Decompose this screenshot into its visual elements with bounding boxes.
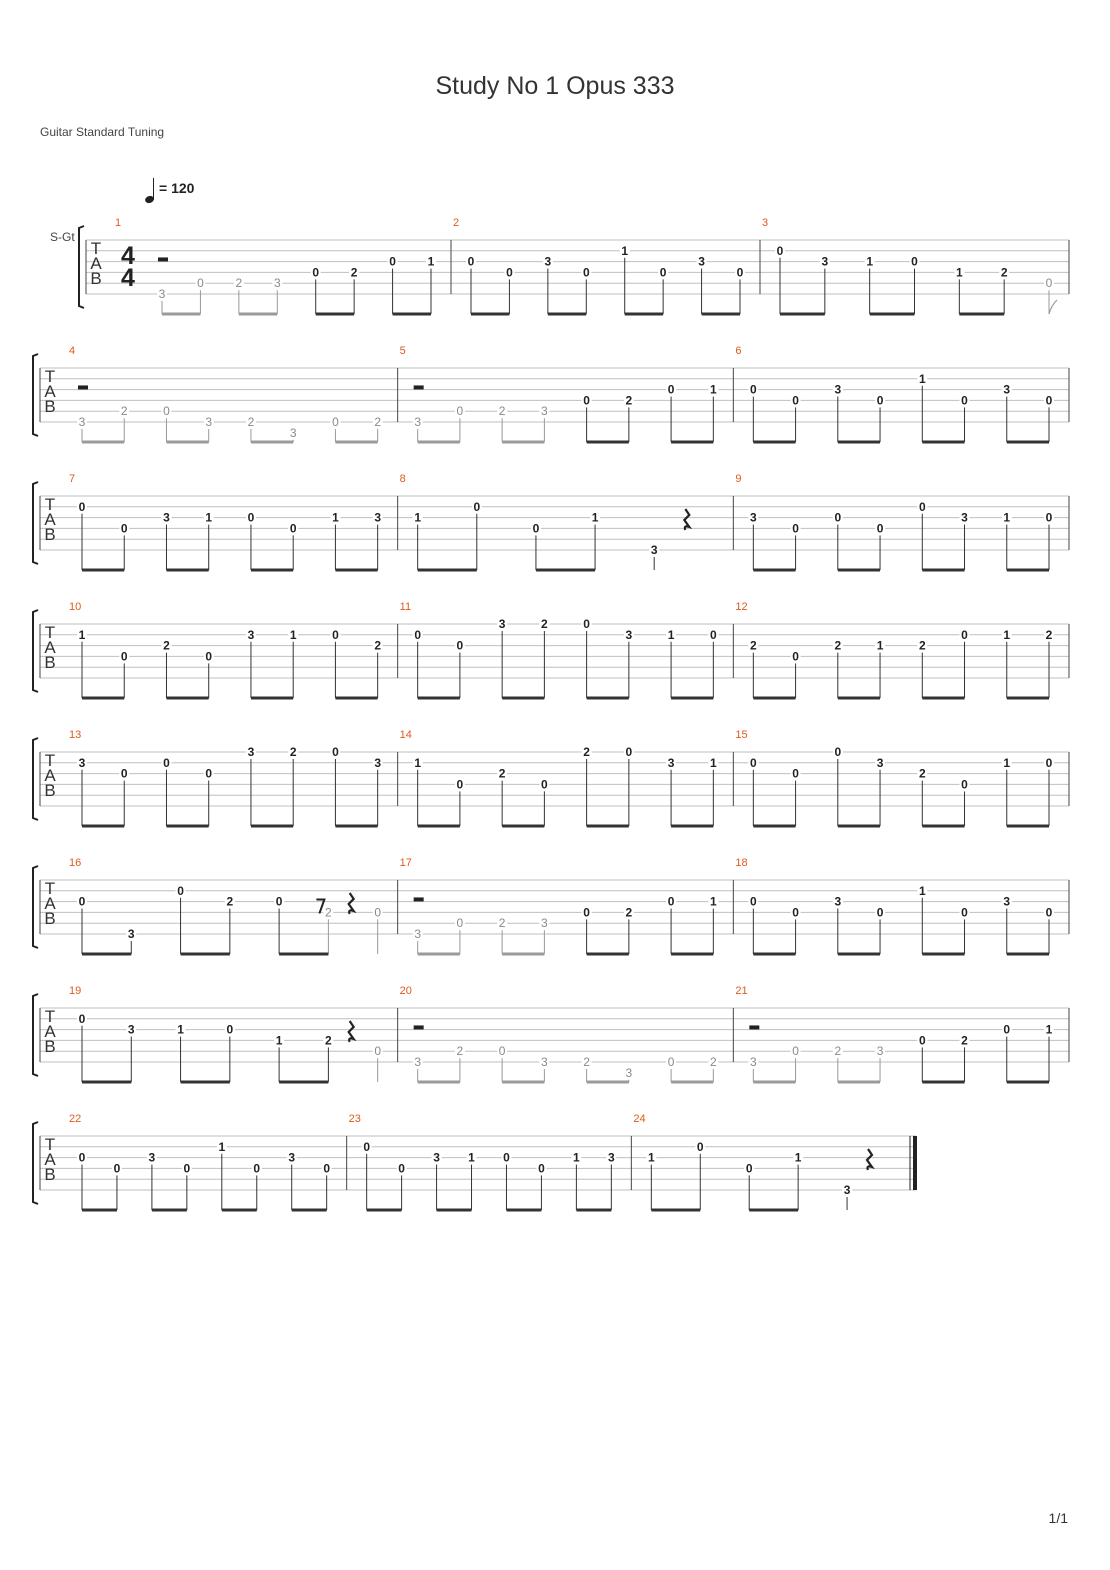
fret-number: 0	[1045, 276, 1053, 291]
fret-number: 0	[745, 1161, 753, 1176]
fret-number: 2	[498, 766, 506, 781]
quarter-rest-icon	[349, 1021, 354, 1042]
fret-number: 1	[468, 1150, 475, 1165]
fret-number: 0	[332, 627, 339, 642]
measure-number: 21	[735, 985, 748, 997]
fret-number: 0	[289, 521, 297, 536]
fret-number: 0	[473, 499, 481, 514]
fret-number: 0	[961, 627, 968, 642]
fret-number: 0	[876, 521, 884, 536]
tab-clef-letter: T	[90, 239, 102, 258]
measure-number: 7	[69, 473, 76, 485]
fret-number: 1	[414, 755, 422, 770]
fret-number: 0	[736, 265, 744, 280]
tab-clef-letter: B	[44, 909, 56, 928]
fret-number: 3	[607, 1150, 615, 1165]
measure-number: 10	[69, 601, 82, 613]
fret-number: 0	[456, 404, 464, 419]
fret-number: 3	[843, 1183, 851, 1197]
fret-number: 3	[127, 1022, 135, 1037]
measure-number: 15	[735, 729, 748, 741]
measure-number: 6	[735, 345, 742, 357]
fret-number: 0	[78, 1011, 86, 1026]
measure-number: 2	[453, 217, 460, 229]
fret-number: 1	[794, 1150, 802, 1165]
fret-number: 2	[918, 766, 926, 781]
fret-number: 0	[749, 894, 757, 909]
tab-clef-letter: A	[44, 766, 56, 785]
measure-number: 12	[735, 601, 748, 613]
fret-number: 0	[792, 649, 799, 664]
fret-number: 1	[918, 371, 926, 386]
tab-clef-letter: T	[44, 367, 56, 386]
fret-number: 0	[398, 1161, 405, 1176]
fret-number: 3	[541, 404, 548, 419]
tuning-label: Guitar Standard Tuning	[40, 125, 165, 139]
fret-number: 3	[834, 382, 842, 397]
measure-number: 13	[69, 729, 82, 741]
quarter-rest-icon	[867, 1149, 872, 1170]
measure-number: 8	[399, 473, 406, 485]
fret-number: 3	[876, 1044, 884, 1059]
fret-number: 0	[456, 916, 464, 931]
fret-number: 0	[792, 766, 799, 781]
time-signature-top: 4	[121, 242, 135, 270]
fret-number: 0	[363, 1139, 371, 1154]
fret-number: 0	[456, 638, 464, 653]
fret-number: 0	[876, 393, 884, 408]
fret-number: 0	[120, 521, 128, 536]
fret-number: 3	[127, 927, 135, 941]
tab-clef-letter: A	[44, 382, 56, 401]
fret-number: 3	[374, 755, 382, 770]
page-number: 1/1	[1048, 1510, 1068, 1526]
tab-clef-letter: A	[90, 254, 102, 273]
fret-number: 1	[218, 1139, 226, 1154]
fret-number: 3	[834, 894, 842, 909]
quarter-rest-icon	[349, 893, 354, 914]
fret-number: 1	[1003, 510, 1011, 525]
fret-number: 0	[389, 254, 396, 269]
fret-number: 0	[961, 777, 968, 792]
tab-clef-letter: A	[44, 1022, 56, 1041]
fret-number: 0	[467, 254, 475, 269]
fret-number: 3	[1003, 382, 1011, 397]
fret-number: 0	[961, 393, 968, 408]
time-signature-bottom: 4	[121, 264, 135, 292]
half-rest-icon	[78, 385, 88, 389]
fret-number: 3	[148, 1150, 156, 1165]
system-bracket	[33, 994, 38, 1076]
fret-number: 1	[332, 510, 339, 525]
fret-number: 1	[427, 254, 435, 269]
fret-number: 0	[312, 265, 320, 280]
tab-clef-letter: T	[44, 879, 56, 898]
measure-number: 4	[69, 345, 76, 357]
fret-number: 1	[955, 265, 963, 280]
fret-number: 1	[621, 243, 629, 258]
tab-clef-letter: B	[90, 269, 102, 288]
fret-number: 2	[325, 1033, 332, 1048]
tab-clef-letter: B	[44, 525, 56, 544]
fret-number: 0	[834, 510, 842, 525]
track-label: S-Gt	[50, 230, 75, 244]
tab-clef-letter: T	[44, 623, 56, 642]
system-bracket	[33, 866, 38, 948]
fret-number: 0	[78, 1150, 86, 1165]
tab-clef-letter: B	[44, 781, 56, 800]
fret-number: 2	[289, 745, 297, 759]
fret-number: 0	[776, 243, 784, 258]
tab-clef-letter: A	[44, 638, 56, 657]
half-rest-icon	[414, 1025, 424, 1029]
fret-number: 3	[158, 287, 166, 301]
final-barline-thick	[913, 1136, 917, 1190]
fret-number: 0	[792, 393, 799, 408]
fret-number: 2	[163, 638, 170, 653]
fret-number: 0	[226, 1022, 234, 1037]
fret-number: 0	[792, 905, 799, 920]
fret-number: 0	[709, 627, 717, 642]
tab-clef-letter: B	[44, 1037, 56, 1056]
fret-number: 3	[247, 627, 255, 642]
half-rest-icon	[158, 257, 168, 261]
fret-number: 0	[503, 1150, 510, 1165]
half-rest-icon	[414, 897, 424, 901]
measure-number: 18	[735, 857, 748, 869]
fret-number: 3	[961, 510, 968, 525]
fret-number: 0	[918, 499, 926, 514]
tab-clef-letter: A	[44, 1150, 56, 1169]
fret-number: 0	[667, 1055, 675, 1069]
fret-number: 1	[1003, 627, 1011, 642]
fret-number: 0	[374, 1044, 382, 1059]
fret-number: 0	[792, 521, 799, 536]
fret-number: 1	[709, 755, 717, 770]
fret-number: 0	[834, 745, 842, 759]
fret-number: 0	[749, 755, 757, 770]
fret-number: 1	[1045, 1022, 1053, 1037]
fret-number: 3	[498, 617, 506, 631]
fret-number: 3	[414, 1055, 422, 1069]
note-flag	[1049, 300, 1057, 314]
fret-number: 0	[1045, 510, 1053, 525]
quarter-rest-icon	[684, 509, 689, 530]
fret-number: 2	[625, 393, 633, 408]
fret-number: 3	[541, 916, 548, 931]
system-bracket	[33, 1122, 38, 1204]
fret-number: 3	[541, 1055, 548, 1069]
fret-number: 1	[667, 627, 675, 642]
fret-number: 1	[876, 638, 884, 653]
fret-number: 3	[247, 745, 255, 759]
fret-number: 2	[709, 1055, 717, 1069]
fret-number: 1	[414, 510, 422, 525]
tempo-value: = 120	[159, 180, 195, 196]
fret-number: 0	[183, 1161, 191, 1176]
fret-number: 1	[647, 1150, 655, 1165]
fret-number: 3	[749, 510, 757, 525]
fret-number: 2	[583, 745, 590, 759]
measure-number: 11	[399, 601, 412, 613]
measure-number: 9	[735, 473, 742, 485]
fret-number: 2	[1045, 627, 1053, 642]
fret-number: 2	[1000, 265, 1008, 280]
fret-number: 0	[541, 777, 548, 792]
fret-number: 3	[625, 1065, 633, 1080]
fret-number: 2	[749, 638, 757, 653]
fret-number: 0	[163, 755, 170, 770]
tab-clef-letter: T	[44, 1135, 56, 1154]
measure-number: 16	[69, 857, 82, 869]
fret-number: 0	[205, 649, 213, 664]
fret-number: 3	[625, 627, 633, 642]
system-bracket	[33, 610, 38, 692]
score-title: Study No 1 Opus 333	[435, 72, 675, 100]
half-rest-icon	[749, 1025, 759, 1029]
system-bracket	[33, 482, 38, 564]
measure-number: 24	[633, 1113, 646, 1125]
fret-number: 2	[226, 894, 234, 909]
fret-number: 2	[247, 415, 255, 429]
fret-number: 0	[961, 905, 968, 920]
fret-number: 0	[538, 1161, 545, 1176]
fret-number: 0	[506, 265, 513, 280]
fret-number: 0	[583, 617, 590, 631]
system-bracket	[33, 354, 38, 436]
fret-number: 2	[456, 1044, 464, 1059]
fret-number: 1	[573, 1150, 580, 1165]
fret-number: 2	[325, 905, 332, 920]
fret-number: 0	[78, 499, 86, 514]
fret-number: 3	[374, 510, 382, 525]
fret-number: 1	[78, 627, 86, 642]
fret-number: 1	[918, 883, 926, 898]
fret-number: 0	[120, 766, 128, 781]
fret-number: 2	[834, 638, 842, 653]
fret-number: 3	[163, 510, 170, 525]
fret-number: 0	[583, 393, 590, 408]
fret-number: 3	[289, 425, 297, 440]
tab-clef-letter: B	[44, 397, 56, 416]
fret-number: 0	[177, 883, 184, 898]
fret-number: 0	[659, 265, 667, 280]
fret-number: 3	[821, 254, 829, 269]
fret-number: 2	[541, 617, 548, 631]
fret-number: 3	[288, 1150, 296, 1165]
fret-number: 0	[414, 627, 422, 642]
fret-number: 0	[876, 905, 884, 920]
fret-number: 0	[332, 415, 339, 429]
fret-number: 3	[414, 927, 422, 941]
tab-clef-letter: B	[44, 1165, 56, 1184]
measure-number: 23	[348, 1113, 361, 1125]
fret-number: 2	[961, 1033, 968, 1048]
fret-number: 1	[1003, 755, 1011, 770]
fret-number: 2	[498, 916, 506, 931]
fret-number: 0	[532, 521, 540, 536]
fret-number: 0	[332, 745, 339, 759]
fret-number: 0	[667, 382, 675, 397]
fret-number: 0	[918, 1033, 926, 1048]
fret-number: 0	[696, 1139, 704, 1154]
tab-clef-letter: T	[44, 1007, 56, 1026]
fret-number: 2	[120, 404, 128, 419]
fret-number: 0	[792, 1044, 799, 1059]
fret-number: 0	[749, 382, 757, 397]
fret-number: 3	[414, 415, 422, 429]
fret-number: 0	[253, 1161, 261, 1176]
fret-number: 2	[498, 404, 506, 419]
measure-number: 17	[399, 857, 412, 869]
fret-number: 2	[235, 276, 243, 291]
fret-number: 1	[591, 510, 599, 525]
fret-number: 0	[323, 1161, 331, 1176]
fret-number: 0	[197, 276, 204, 291]
fret-number: 0	[374, 905, 382, 920]
measure-number: 3	[762, 217, 769, 229]
fret-number: 0	[275, 894, 283, 909]
fret-number: 3	[78, 415, 86, 429]
fret-number: 0	[247, 510, 255, 525]
tab-clef-letter: T	[44, 495, 56, 514]
measure-number: 22	[69, 1113, 82, 1125]
fret-number: 3	[650, 543, 658, 557]
fret-number: 3	[544, 254, 552, 269]
measure-number: 1	[115, 217, 122, 229]
fret-number: 0	[582, 265, 590, 280]
fret-number: 2	[583, 1055, 590, 1069]
fret-number: 3	[78, 755, 86, 770]
fret-number: 0	[120, 649, 128, 664]
fret-number: 0	[667, 894, 675, 909]
fret-number: 3	[1003, 894, 1011, 909]
fret-number: 0	[1045, 393, 1053, 408]
fret-number: 1	[709, 382, 717, 397]
measure-number: 5	[399, 345, 406, 357]
fret-number: 0	[1003, 1022, 1011, 1037]
fret-number: 3	[433, 1150, 440, 1165]
fret-number: 1	[289, 627, 297, 642]
tab-clef-letter: A	[44, 894, 56, 913]
fret-number: 0	[456, 777, 464, 792]
measure-number: 19	[69, 985, 82, 997]
tab-clef-letter: B	[44, 653, 56, 672]
fret-number: 0	[78, 894, 86, 909]
fret-number: 2	[625, 905, 633, 920]
fret-number: 1	[205, 510, 213, 525]
fret-number: 3	[749, 1055, 757, 1069]
fret-number: 2	[374, 415, 382, 429]
fret-number: 2	[350, 265, 358, 280]
fret-number: 0	[113, 1161, 121, 1176]
fret-number: 3	[205, 415, 213, 429]
fret-number: 1	[866, 254, 874, 269]
fret-number: 0	[1045, 755, 1053, 770]
fret-number: 2	[834, 1044, 842, 1059]
fret-number: 0	[625, 745, 633, 759]
fret-number: 2	[918, 638, 926, 653]
tab-clef-letter: A	[44, 510, 56, 529]
measure-number: 14	[399, 729, 412, 741]
fret-number: 0	[583, 905, 590, 920]
fret-number: 0	[911, 254, 918, 269]
fret-number: 1	[275, 1033, 283, 1048]
fret-number: 2	[374, 638, 382, 653]
fret-number: 0	[163, 404, 170, 419]
tab-clef-letter: T	[44, 751, 56, 770]
fret-number: 3	[273, 276, 281, 291]
fret-number: 1	[709, 894, 717, 909]
half-rest-icon	[414, 385, 424, 389]
fret-number: 0	[205, 766, 213, 781]
fret-number: 0	[1045, 905, 1053, 920]
fret-number: 0	[498, 1044, 506, 1059]
fret-number: 3	[698, 254, 705, 269]
system-bracket	[33, 738, 38, 820]
system-bracket	[79, 226, 84, 308]
fret-number: 3	[876, 755, 884, 770]
fret-number: 3	[667, 755, 675, 770]
measure-number: 20	[399, 985, 412, 997]
fret-number: 1	[177, 1022, 184, 1037]
